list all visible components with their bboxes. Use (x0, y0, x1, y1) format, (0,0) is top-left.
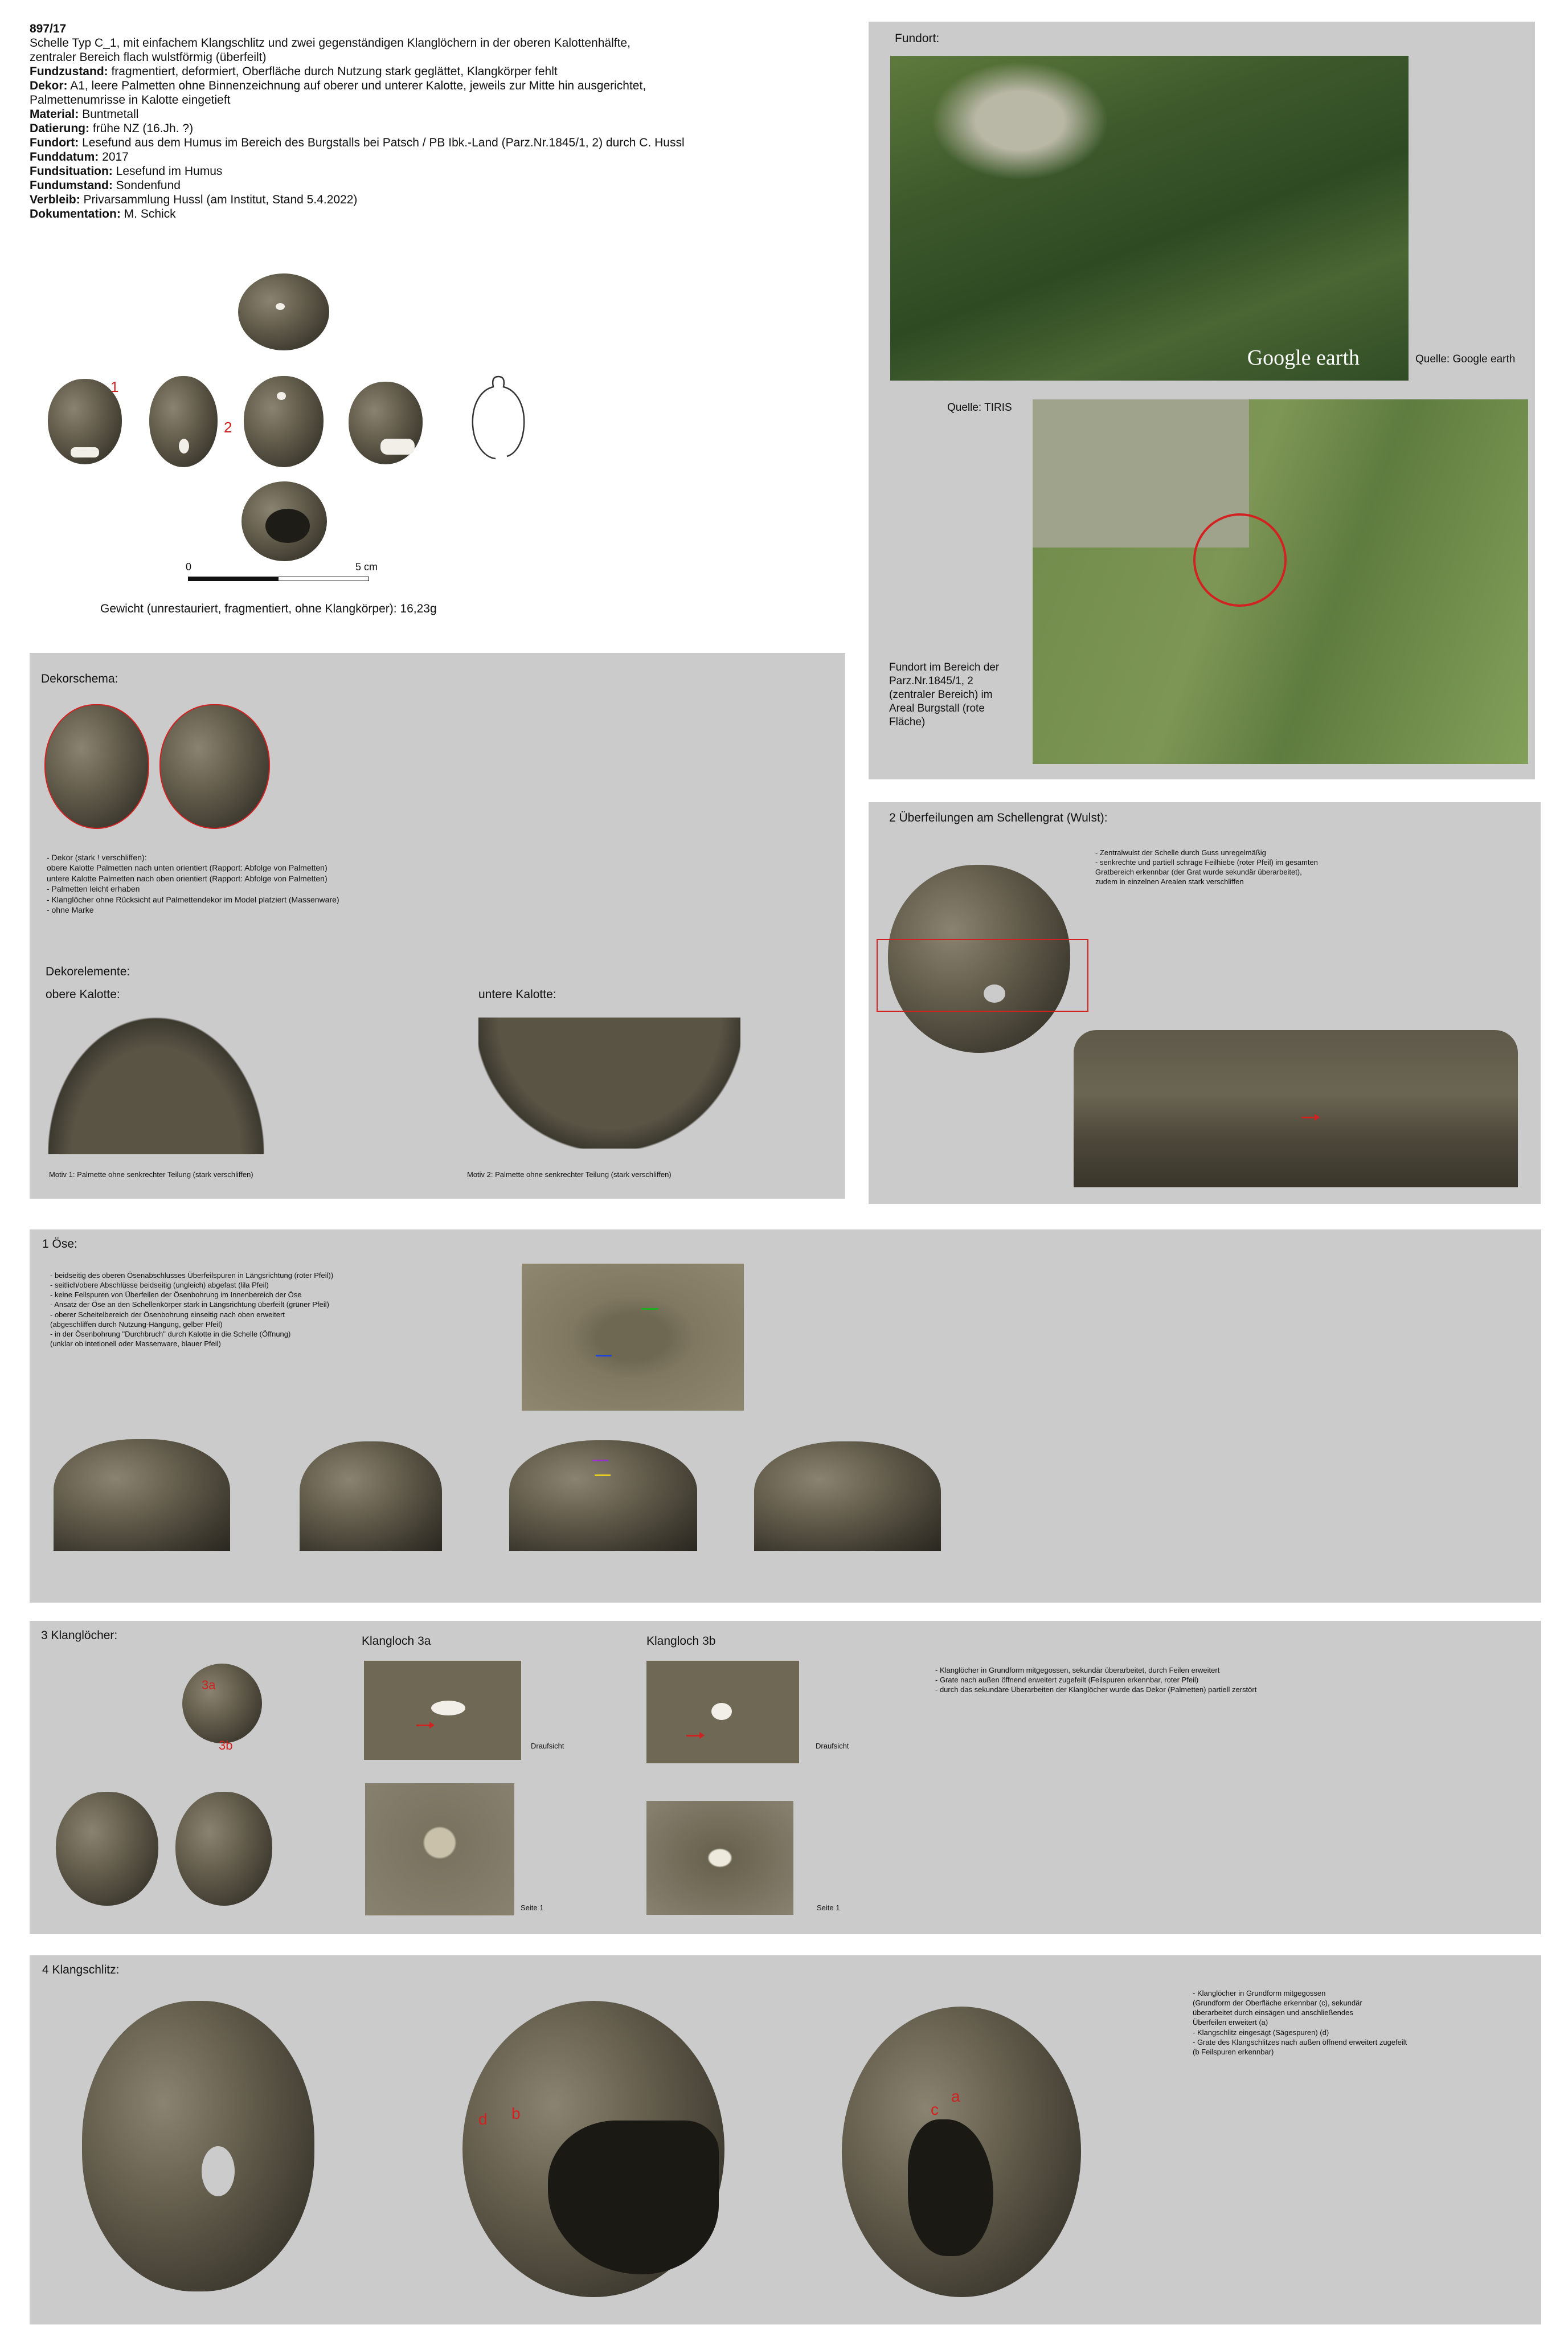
view-label-2: 2 (224, 419, 232, 436)
dekor-schema-bell-2 (159, 704, 270, 829)
sound-hole (431, 1701, 465, 1715)
motif-1-caption: Motiv 1: Palmette ohne senkrechter Teilung (stark verschliffen) (49, 1170, 253, 1179)
sound-hole (202, 2146, 235, 2196)
grat-detail-box (877, 939, 1088, 1012)
klang-top-view (182, 1664, 262, 1743)
description-line-1: Schelle Typ C_1, mit einfachem Klangschlitz und zwei gegenständigen Klanglöchern in der oberen Kalottenhälfte, (30, 36, 631, 50)
oese-title: 1 Öse: (42, 1237, 77, 1251)
klangloch-3b-side-photo (646, 1801, 793, 1915)
field-fundsituation: Fundsituation: Lesefund im Humus (30, 165, 223, 178)
oese-view-2 (300, 1441, 442, 1551)
klang-title: 3 Klanglöcher: (41, 1629, 118, 1642)
bell-top-view (238, 273, 329, 350)
fundort-caption: Fundort im Bereich der Parz.Nr.1845/1, 2 (zentraler Bereich) im Areal Burgstall (rote Fläche) (889, 661, 1000, 728)
field-dekor-cont: Palmettenumrisse in Kalotte eingetieft (30, 93, 231, 107)
sound-slit (71, 447, 99, 457)
sound-slit (265, 509, 310, 543)
file-mark-arrow (686, 1735, 701, 1737)
tiris-cadastral-map (1033, 399, 1528, 764)
field-dekor: Dekor: A1, leere Palmetten ohne Binnenzeichnung auf oberer und unterer Kalotte, jeweils zur Mitte hin ausgerichtet, (30, 79, 646, 92)
label-a: a (951, 2087, 960, 2105)
find-spot-circle (1193, 513, 1287, 607)
schlitz-photo-2 (462, 2001, 724, 2297)
google-earth-map (890, 56, 1409, 381)
scale-bar (188, 577, 369, 581)
bell-profile-drawing (467, 373, 530, 464)
field-fundort: Fundort: Lesefund aus dem Humus im Bereich des Burgstalls bei Patsch / PB Ibk.-Land (Parz.Nr.1845/1, 2) durch C. Hussl (30, 136, 685, 149)
oese-top-photo (522, 1264, 744, 1411)
label-c: c (931, 2101, 939, 2118)
dekor-panel (30, 653, 845, 1199)
field-fundumstand: Fundumstand: Sondenfund (30, 179, 181, 192)
scale-zero: 0 (186, 561, 192, 573)
google-earth-logo: Google earth (1247, 346, 1360, 370)
klangloch-3a-side-photo (365, 1783, 514, 1915)
oese-view-3 (509, 1440, 697, 1551)
sound-hole (179, 439, 189, 454)
schlitz-notes: - Klanglöcher in Grundform mitgegossen (Grundform der Oberfläche erkennbar (c), sekundär überarbeitet durch einsägen und anschließendes Überfeilen erweitert (a) - Klangschlitz eingesägt (Sägespuren) (d) - Grate des Klangschlitzes nach außen öffnend erweitert zugefeilt (b Feilspuren erkennbar) (1193, 1989, 1407, 2056)
draufsicht-label-b: Draufsicht (816, 1742, 849, 1750)
motif-2-caption: Motiv 2: Palmette ohne senkrechter Teilung (stark verschliffen) (467, 1170, 672, 1179)
oese-panel (30, 1229, 1541, 1603)
source-google: Quelle: Google earth (1415, 353, 1516, 365)
field-datierung: Datierung: frühe NZ (16.Jh. ?) (30, 122, 194, 135)
oese-notes: - beidseitig des oberen Ösenabschlusses Überfeilspuren in Längsrichtung (roter Pfeil)) - seitlich/obere Abschlüsse beidseitig (ungleich) abgefast (lila Pfeil) - keine Feilspuren von Überfeilen der Ösenbohrung im Innenbereich der Öse - Ansatz der Öse an den Schellenkörper stark in Längsrichtung überfeilt (grüner Pfeil) - oberer Scheitelbereich der Ösenbohrung einseitig nach oben erweitert (abgeschliffen durch Nutzung-Hängung, gelber Pfeil) - in der Ösenbohrung "Durchbruch" durch Kalotte in die Schelle (Öffnung) (unklar ob intetionell oder Massenware, blauer Pfeil) (50, 1271, 334, 1349)
draufsicht-label-a: Draufsicht (531, 1742, 564, 1750)
schlitz-photo-1 (82, 2001, 314, 2291)
dekor-title: Dekorschema: (41, 672, 118, 685)
klang-panel (30, 1621, 1541, 1934)
lower-calotte-title: untere Kalotte: (478, 988, 556, 1001)
field-verbleib: Verbleib: Privarsammlung Hussl (am Institut, Stand 5.4.2022) (30, 193, 358, 206)
object-number: 897/17 (30, 22, 67, 35)
fundort-title: Fundort: (895, 32, 940, 45)
klangloch-3b-title: Klangloch 3b (646, 1635, 716, 1648)
sound-slit (380, 439, 415, 455)
field-fundzustand: Fundzustand: fragmentiert, deformiert, Oberfläche durch Nutzung stark geglättet, Klangkörper fehlt (30, 65, 558, 78)
file-mark-arrow (1301, 1117, 1316, 1118)
schlitz-panel (30, 1955, 1541, 2324)
dekor-notes: - Dekor (stark ! verschliffen): obere Kalotte Palmetten nach unten orientiert (Rapport: Abfolge von Palmetten) untere Kalotte Palmetten nach oben orientiert (Rapport: Abfolge von Palmetten) - Palmetten leicht erhaben - Klanglöcher ohne Rücksicht auf Palmettendekor im Model platziert (Massenware) - ohne Marke (47, 853, 339, 915)
klang-notes: - Klanglöcher in Grundform mitgegossen, sekundär überarbeitet, durch Feilen erweitert - Grate nach außen öffnend erweitert zugefeilt (Feilspuren erkennbar, roter Pfeil) - durch das sekundäre Überarbeiten der Klanglöcher wurde das Dekor (Palmetten) partiell zerstört (935, 1666, 1257, 1694)
grat-detail-photo (1074, 1030, 1518, 1187)
grat-title: 2 Überfeilungen am Schellengrat (Wulst): (889, 811, 1108, 824)
view-label-1: 1 (110, 378, 119, 395)
sound-hole (711, 1703, 732, 1720)
klangloch-3a-top-photo (364, 1661, 521, 1760)
purple-arrow (592, 1460, 608, 1461)
description-line-2: zentraler Bereich flach wulstförmig (überfeilt) (30, 51, 267, 64)
label-d: d (478, 2110, 488, 2128)
bell-bottom-view (241, 481, 327, 561)
klang-side-view-2 (175, 1792, 272, 1906)
grat-panel (869, 802, 1541, 1204)
bell-view-3 (244, 376, 324, 467)
weight-caption: Gewicht (unrestauriert, fragmentiert, ohne Klangkörper): 16,23g (100, 602, 437, 615)
label-3b: 3b (219, 1738, 233, 1752)
oese-view-1 (54, 1439, 230, 1551)
field-funddatum: Funddatum: 2017 (30, 150, 129, 164)
sound-hole (277, 392, 286, 400)
sound-slit (548, 2121, 719, 2274)
klangloch-3a-title: Klangloch 3a (362, 1635, 431, 1648)
blue-arrow (596, 1355, 612, 1357)
schlitz-title: 4 Klangschlitz: (42, 1963, 120, 1976)
field-material: Material: Buntmetall (30, 108, 139, 121)
fundort-panel (869, 22, 1535, 779)
bell-view-4 (349, 382, 423, 464)
seite-label-a: Seite 1 (521, 1903, 544, 1912)
label-3a: 3a (202, 1678, 216, 1692)
file-mark-arrow (416, 1725, 431, 1726)
upper-calotte-photo (48, 1018, 264, 1154)
source-tiris: Quelle: TIRIS (947, 402, 1012, 414)
lower-calotte-photo (478, 1018, 740, 1149)
label-b: b (511, 2105, 521, 2122)
sound-hole (908, 2119, 993, 2256)
grat-notes: - Zentralwulst der Schelle durch Guss unregelmäßig - senkrechte und partiell schräge Feilhiebe (roter Pfeil) im gesamten Gratbereich erkennbar (der Grat wurde sekundär überarbeitet), zudem in einzelnen Arealen stark verschliffen (1095, 848, 1318, 886)
dekorelemente-title: Dekorelemente: (46, 965, 130, 978)
upper-calotte-title: obere Kalotte: (46, 988, 120, 1001)
green-arrow (641, 1308, 658, 1310)
scale-five: 5 cm (355, 561, 378, 573)
klangloch-3b-top-photo (646, 1661, 799, 1763)
seite-label-b: Seite 1 (817, 1903, 840, 1912)
header-block (30, 22, 827, 221)
oese-view-4 (754, 1441, 941, 1551)
yellow-arrow (595, 1474, 611, 1476)
schlitz-photo-3 (842, 2007, 1081, 2297)
bell-view-2 (149, 376, 218, 467)
klang-side-view-1 (56, 1792, 158, 1906)
sound-hole (276, 303, 285, 310)
field-dokumentation: Dokumentation: M. Schick (30, 207, 176, 220)
dekor-schema-bell-1 (44, 704, 149, 829)
